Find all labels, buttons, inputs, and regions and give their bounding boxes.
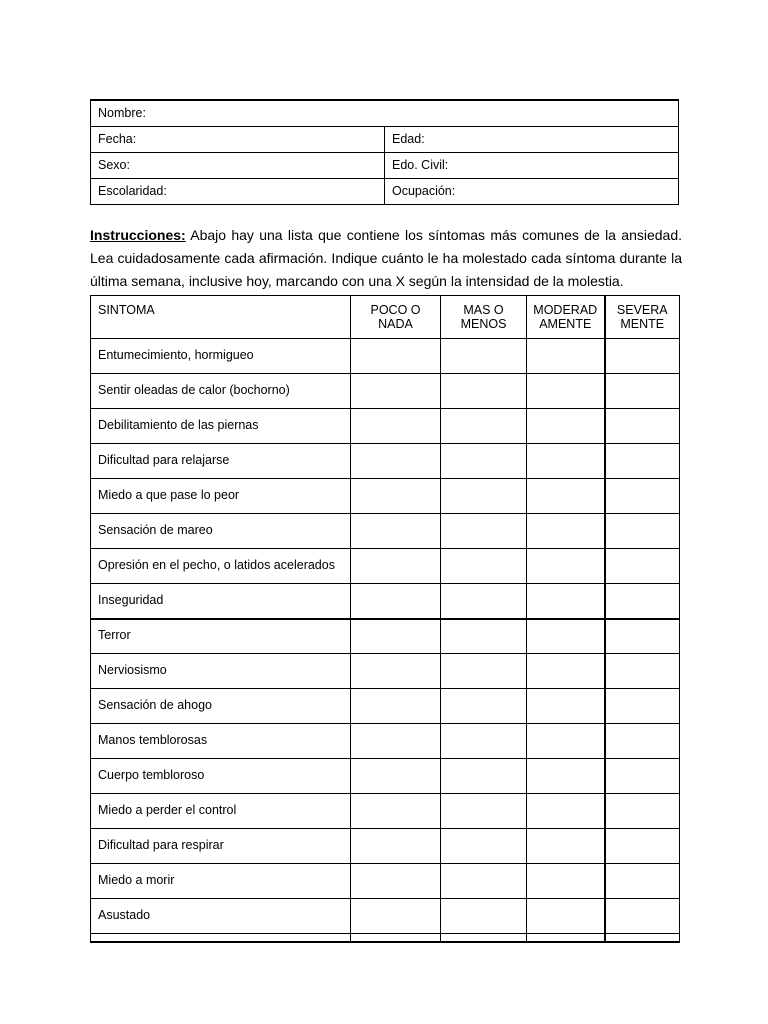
header-sev-line1: SEVERA <box>616 303 668 317</box>
checkbox-cell-mas[interactable] <box>441 794 527 829</box>
table-cell-empty <box>441 934 527 942</box>
checkbox-cell-poco[interactable] <box>351 479 441 514</box>
checkbox-cell-poco[interactable] <box>351 374 441 409</box>
checkbox-cell-severamente[interactable] <box>605 619 680 654</box>
header-severamente <box>605 296 680 339</box>
symptom-label: Sentir oleadas de calor (bochorno) <box>91 374 351 409</box>
checkbox-cell-poco[interactable] <box>351 549 441 584</box>
checkbox-cell-moderadamente[interactable] <box>527 689 605 724</box>
header-mod-line2: AMENTE <box>539 317 592 331</box>
nombre-field[interactable] <box>91 100 679 126</box>
table-row <box>91 514 680 549</box>
checkbox-cell-moderadamente[interactable] <box>527 794 605 829</box>
checkbox-cell-moderadamente[interactable] <box>527 584 605 619</box>
table-row <box>91 619 680 654</box>
info-row-nombre <box>91 100 679 126</box>
header-mas-o-menos <box>441 296 527 339</box>
symptoms-table <box>90 295 680 943</box>
personal-info-table <box>90 99 679 205</box>
table-row <box>91 899 680 934</box>
table-row <box>91 584 680 619</box>
header-poco-o-nada <box>351 296 441 339</box>
table-row <box>91 759 680 794</box>
table-row <box>91 409 680 444</box>
checkbox-cell-severamente[interactable] <box>605 409 680 444</box>
checkbox-cell-poco[interactable] <box>351 829 441 864</box>
checkbox-cell-poco[interactable] <box>351 619 441 654</box>
checkbox-cell-poco[interactable] <box>351 724 441 759</box>
table-row <box>91 549 680 584</box>
fecha-label: Fecha: <box>98 132 137 146</box>
checkbox-cell-severamente[interactable] <box>605 584 680 619</box>
checkbox-cell-severamente[interactable] <box>605 444 680 479</box>
info-row-sexo-civil <box>91 152 679 178</box>
checkbox-cell-severamente[interactable] <box>605 374 680 409</box>
checkbox-cell-severamente[interactable] <box>605 689 680 724</box>
symptom-label: Dificultad para relajarse <box>91 444 351 479</box>
symptom-label: Sensación de mareo <box>91 514 351 549</box>
checkbox-cell-mas[interactable] <box>441 724 527 759</box>
header-moderadamente <box>527 296 605 339</box>
table-cell-empty <box>351 934 441 942</box>
header-sintoma-label: SINTOMA <box>98 303 155 317</box>
checkbox-cell-moderadamente[interactable] <box>527 479 605 514</box>
checkbox-cell-moderadamente[interactable] <box>527 549 605 584</box>
symptom-label: Dificultad para respirar <box>91 829 351 864</box>
checkbox-cell-mas[interactable] <box>441 689 527 724</box>
instructions-text: Abajo hay una lista que contiene los síntomas más comunes de la ansiedad. Lea cuidadosamente cada afirmación. Indique cuánto le ha molestado cada síntoma durante la última semana, inclusive hoy, marcando con una X según la intensidad de la molestia. <box>90 227 682 289</box>
checkbox-cell-poco[interactable] <box>351 689 441 724</box>
checkbox-cell-moderadamente[interactable] <box>527 444 605 479</box>
symptom-label: Cuerpo tembloroso <box>91 759 351 794</box>
checkbox-cell-severamente[interactable] <box>605 654 680 689</box>
table-row <box>91 479 680 514</box>
checkbox-cell-poco[interactable] <box>351 409 441 444</box>
symptom-label: Miedo a que pase lo peor <box>91 479 351 514</box>
edo-civil-label: Edo. Civil: <box>392 158 449 172</box>
checkbox-cell-mas[interactable] <box>441 514 527 549</box>
info-row-fecha-edad <box>91 126 679 152</box>
table-row <box>91 794 680 829</box>
checkbox-cell-poco[interactable] <box>351 514 441 549</box>
escolaridad-label: Escolaridad: <box>98 184 167 198</box>
symptoms-header-row <box>91 296 680 339</box>
sexo-field[interactable] <box>91 152 385 178</box>
instructions-lead: Instrucciones: <box>90 227 186 243</box>
header-sev-line2: MENTE <box>620 317 665 331</box>
checkbox-cell-mas[interactable] <box>441 339 527 374</box>
symptom-label: Nerviosismo <box>91 654 351 689</box>
checkbox-cell-moderadamente[interactable] <box>527 619 605 654</box>
checkbox-cell-moderadamente[interactable] <box>527 339 605 374</box>
header-mod-line1: MODERAD <box>533 303 598 317</box>
header-poco-line2: NADA <box>378 317 413 331</box>
symptom-label: Inseguridad <box>91 584 351 619</box>
checkbox-cell-moderadamente[interactable] <box>527 724 605 759</box>
header-poco-line1: POCO O <box>370 303 421 317</box>
checkbox-cell-mas[interactable] <box>441 409 527 444</box>
ocupacion-label: Ocupación: <box>392 184 456 198</box>
symptom-label: Entumecimiento, hormigueo <box>91 339 351 374</box>
symptom-label: Asustado <box>91 899 351 934</box>
checkbox-cell-moderadamente[interactable] <box>527 759 605 794</box>
checkbox-cell-severamente[interactable] <box>605 514 680 549</box>
table-row <box>91 724 680 759</box>
symptom-label: Terror <box>91 619 351 654</box>
checkbox-cell-severamente[interactable] <box>605 794 680 829</box>
checkbox-cell-severamente[interactable] <box>605 479 680 514</box>
checkbox-cell-moderadamente[interactable] <box>527 374 605 409</box>
checkbox-cell-poco[interactable] <box>351 899 441 934</box>
escolaridad-field[interactable] <box>91 178 385 204</box>
checkbox-cell-mas[interactable] <box>441 759 527 794</box>
checkbox-cell-mas[interactable] <box>441 654 527 689</box>
table-row <box>91 444 680 479</box>
checkbox-cell-moderadamente[interactable] <box>527 654 605 689</box>
checkbox-cell-mas[interactable] <box>441 864 527 899</box>
instructions-paragraph <box>90 224 682 293</box>
edad-field[interactable] <box>385 126 679 152</box>
symptom-label: Opresión en el pecho, o latidos acelerados <box>91 549 351 584</box>
checkbox-cell-poco[interactable] <box>351 584 441 619</box>
checkbox-cell-poco[interactable] <box>351 654 441 689</box>
table-row <box>91 829 680 864</box>
checkbox-cell-severamente[interactable] <box>605 899 680 934</box>
table-cell-empty <box>527 934 605 942</box>
checkbox-cell-poco[interactable] <box>351 864 441 899</box>
checkbox-cell-moderadamente[interactable] <box>527 409 605 444</box>
edo-civil-field[interactable] <box>385 152 679 178</box>
checkbox-cell-mas[interactable] <box>441 899 527 934</box>
header-mas-line2: MENOS <box>460 317 507 331</box>
checkbox-cell-severamente[interactable] <box>605 339 680 374</box>
checkbox-cell-poco[interactable] <box>351 444 441 479</box>
ocupacion-field[interactable] <box>385 178 679 204</box>
checkbox-cell-severamente[interactable] <box>605 829 680 864</box>
fecha-field[interactable] <box>91 126 385 152</box>
table-row-partial <box>91 934 680 942</box>
table-row <box>91 339 680 374</box>
checkbox-cell-mas[interactable] <box>441 829 527 864</box>
symptom-label: Debilitamiento de las piernas <box>91 409 351 444</box>
table-cell-empty <box>91 934 351 942</box>
checkbox-cell-poco[interactable] <box>351 339 441 374</box>
checkbox-cell-moderadamente[interactable] <box>527 829 605 864</box>
checkbox-cell-moderadamente[interactable] <box>527 514 605 549</box>
nombre-label: Nombre: <box>98 106 146 121</box>
checkbox-cell-mas[interactable] <box>441 619 527 654</box>
table-row <box>91 374 680 409</box>
table-row <box>91 689 680 724</box>
header-sintoma <box>91 296 351 339</box>
checkbox-cell-poco[interactable] <box>351 759 441 794</box>
symptom-label: Miedo a perder el control <box>91 794 351 829</box>
sexo-label: Sexo: <box>98 158 130 172</box>
checkbox-cell-severamente[interactable] <box>605 864 680 899</box>
table-row <box>91 654 680 689</box>
checkbox-cell-moderadamente[interactable] <box>527 899 605 934</box>
checkbox-cell-mas[interactable] <box>441 444 527 479</box>
table-cell-empty <box>605 934 680 942</box>
checkbox-cell-moderadamente[interactable] <box>527 864 605 899</box>
checkbox-cell-mas[interactable] <box>441 584 527 619</box>
symptom-label: Sensación de ahogo <box>91 689 351 724</box>
checkbox-cell-mas[interactable] <box>441 374 527 409</box>
checkbox-cell-severamente[interactable] <box>605 549 680 584</box>
checkbox-cell-mas[interactable] <box>441 479 527 514</box>
edad-label: Edad: <box>392 132 425 146</box>
checkbox-cell-poco[interactable] <box>351 794 441 829</box>
info-row-escolaridad-ocupacion <box>91 178 679 204</box>
table-row <box>91 864 680 899</box>
symptom-label: Miedo a morir <box>91 864 351 899</box>
checkbox-cell-mas[interactable] <box>441 549 527 584</box>
symptom-label: Manos temblorosas <box>91 724 351 759</box>
checkbox-cell-severamente[interactable] <box>605 724 680 759</box>
header-mas-line1: MAS O <box>463 303 504 317</box>
checkbox-cell-severamente[interactable] <box>605 759 680 794</box>
